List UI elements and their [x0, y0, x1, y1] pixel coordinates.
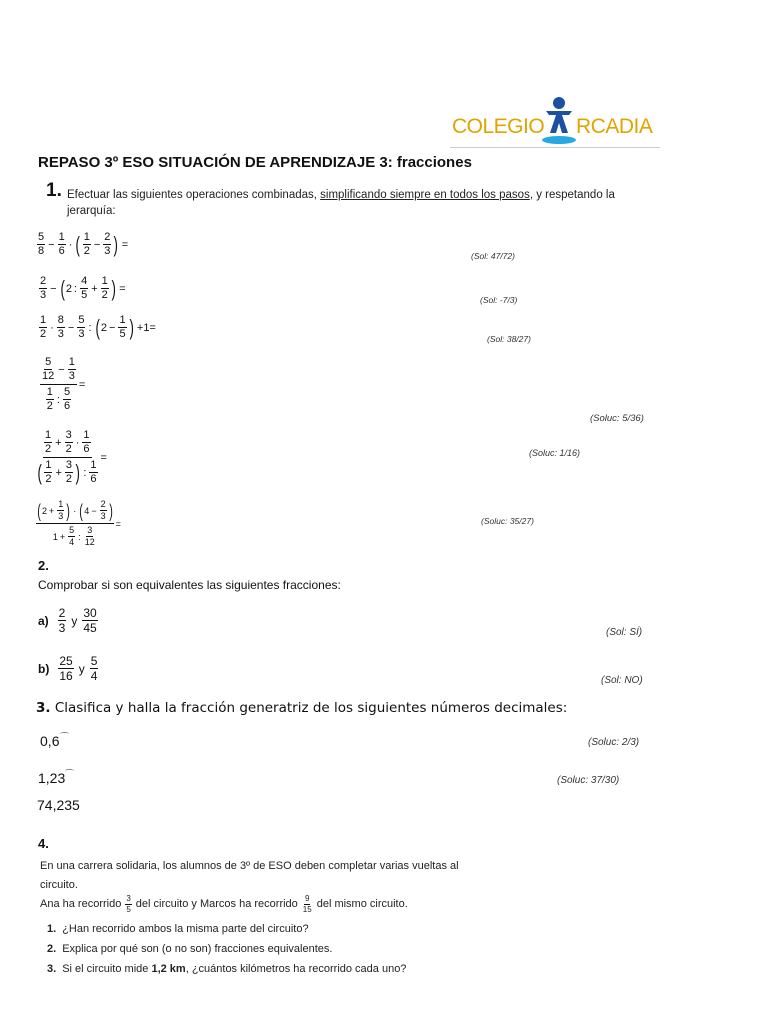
q2-sol-b: (Sol: NO): [601, 675, 643, 686]
repeat-mark: ⌒: [65, 769, 75, 779]
q1-sol-5: (Soluc: 1/16): [529, 448, 581, 458]
q1-expression-5: $\frac{1}{2}$ + $\frac{3}{2}$ · $\frac{1}{6}$ ( $\frac{1}{2}$ + $\frac{3}{2}$ ) : $\frac{1}{6}$ =: [37, 429, 107, 485]
q1-expression-6: ( 2 + $\frac{1}{3}$ ) · ( 4 − $\frac{2}{3}$ ) 1 + $\frac{5}{4}$ : $\frac{3}{12}$ =: [37, 499, 121, 547]
q2-statement: Comprobar si son equivalentes las siguientes fracciones:: [38, 578, 341, 592]
logo-text-right: RCADIA: [576, 115, 653, 138]
q4-number: 4.: [38, 836, 49, 851]
list-item: 2. Explica por qué son (o no son) fracciones equivalentes.: [47, 943, 333, 955]
page-title: REPASO 3º ESO SITUACIÓN DE APRENDIZAJE 3: fracciones: [38, 154, 472, 171]
q3-statement: 3. Clasifica y halla la fracción generatriz de los siguientes números decimales:: [36, 700, 568, 716]
list-item: 3. Si el circuito mide 1,2 km, ¿cuántos kilómetros ha recorrido cada uno?: [47, 963, 407, 975]
q1-expression-4: $\frac{5}{12}$ − $\frac{1}{3}$ $\frac{1}{2}$ : $\frac{5}{6}$ =: [42, 356, 86, 412]
logo-text-left: COLEGIO: [452, 115, 545, 138]
q3-decimal-3: 74,235: [37, 797, 80, 813]
q3-sol-1: (Soluc: 2/3): [588, 737, 640, 748]
q1-underlined-text: simplificando siempre en todos los pasos: [320, 189, 530, 201]
q3-sol-2: (Soluc: 37/30): [557, 775, 620, 786]
q1-sol-2: (Sol: -7/3): [480, 295, 518, 305]
q1-sol-4: (Soluc: 5/36): [590, 413, 644, 424]
q1-sol-6: (Soluc: 35/27): [481, 516, 534, 526]
logo-underline: [450, 147, 660, 148]
list-item: 1. ¿Han recorrido ambos la misma parte del circuito?: [47, 923, 309, 935]
q3-decimal-2: 1,23 ⌒: [38, 769, 75, 786]
logo-figure-icon: [542, 95, 576, 147]
q4-paragraph: En una carrera solidaria, los alumnos de 3º de ESO deben completar varias vueltas al circuito. Ana ha recorrido $\frac{3}{5}$ del circuito y Marcos ha recorrido $\frac{9}{15}$ del mismo circuito.: [40, 860, 459, 914]
q1-expression-3: $\frac{1}{2}$ · $\frac{8}{3}$ − $\frac{5}{3}$ : ( 2 − $\frac{1}{5}$ ) +1=: [40, 314, 156, 340]
q2-number: 2.: [38, 558, 49, 573]
q1-statement: Efectuar las siguientes operaciones combinadas, simplificando siempre en todos los pasos, y respetando la jerarquía:: [67, 189, 615, 217]
q4-list: [47, 919, 406, 979]
repeat-mark: ⌒: [60, 732, 70, 742]
q1-expression-1: $\frac{5}{8}$ − $\frac{1}{6}$ · ( $\frac{1}{2}$ − $\frac{2}{3}$ ) =: [38, 231, 129, 257]
q2-sol-a: (Sol: SÍ): [606, 627, 643, 638]
q3-decimal-1: 0,6 ⌒: [40, 732, 70, 749]
logo: [450, 95, 660, 150]
q2-item-a: a) $\frac{2}{3}$ y $\frac{30}{45}$: [38, 606, 97, 635]
q1-number: 1.: [46, 180, 62, 201]
q1-expression-2: $\frac{2}{3}$ − ( 2 : $\frac{4}{5}$ + $\frac{1}{2}$ ) =: [40, 275, 126, 301]
q1-sol-1: (Sol: 47/72): [471, 251, 515, 261]
q2-item-b: b) $\frac{25}{16}$ y $\frac{5}{4}$: [38, 654, 98, 683]
q1-sol-3: (Sol: 38/27): [487, 334, 531, 344]
